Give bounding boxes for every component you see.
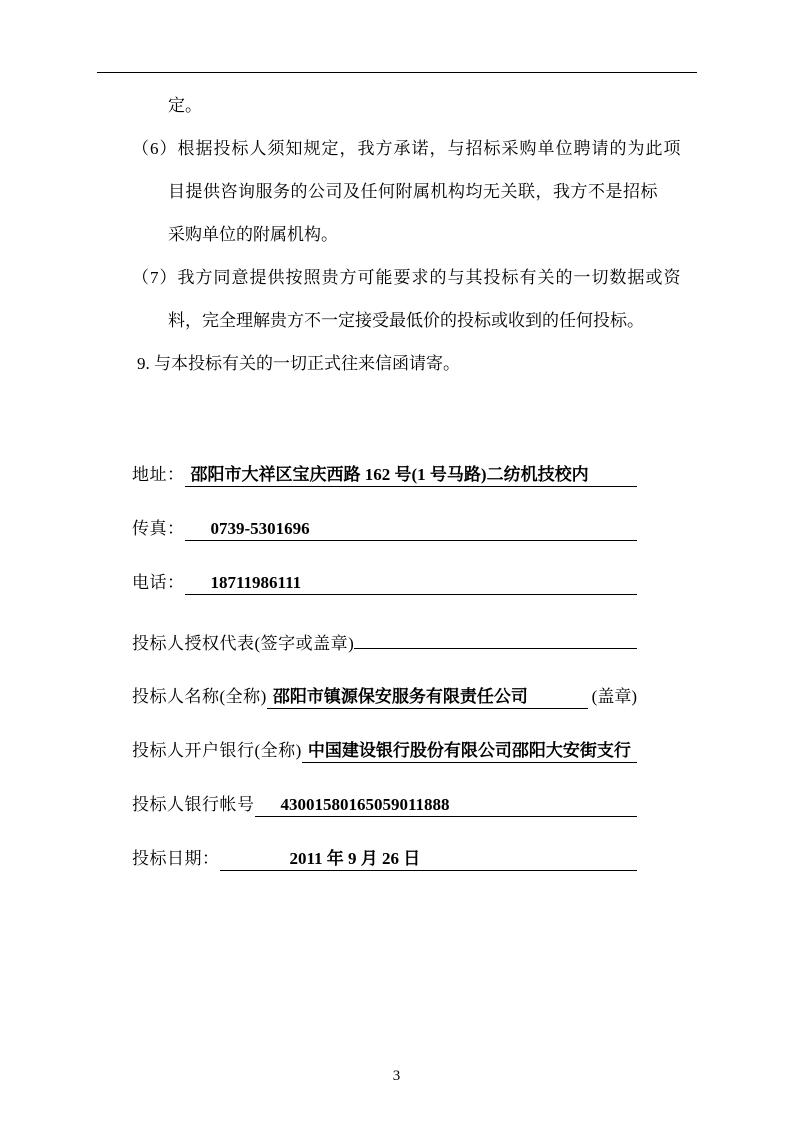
seal-suffix: (盖章) xyxy=(591,687,637,706)
bidder-name-value: 邵阳市镇源保安服务有限责任公司 xyxy=(267,686,588,709)
authorized-rep-value-blank xyxy=(354,626,637,649)
paragraph-line: 定。 xyxy=(168,96,202,115)
field-row-phone xyxy=(132,572,637,595)
address-label: 地址： xyxy=(132,465,185,484)
paragraph-line: （6）根据投标人须知规定，我方承诺，与招标采购单位聘请的为此项 xyxy=(132,139,682,158)
date-value: 2011 年 9 月 26 日 xyxy=(220,848,638,871)
fax-value: 0739-5301696 xyxy=(185,518,638,541)
account-label: 投标人银行帐号 xyxy=(132,795,255,814)
fax-label: 传真： xyxy=(132,519,185,538)
paragraph-line: 采购单位的附属机构。 xyxy=(168,225,338,244)
header-rule xyxy=(97,72,697,73)
bank-value: 中国建设银行股份有限公司邵阳大安街支行 xyxy=(302,740,637,763)
field-row-date xyxy=(132,848,637,871)
field-row-address xyxy=(132,464,637,487)
address-value: 邵阳市大祥区宝庆西路 162 号(1 号马路)二纺机技校内 xyxy=(185,464,638,487)
paragraph-line: （7）我方同意提供按照贵方可能要求的与其投标有关的一切数据或资 xyxy=(132,268,682,287)
account-value: 43001580165059011888 xyxy=(255,794,638,817)
field-row-bank xyxy=(132,740,637,763)
date-label: 投标日期： xyxy=(132,849,220,868)
phone-label: 电话： xyxy=(132,573,185,592)
field-row-bidder-name xyxy=(132,686,637,709)
field-row-fax xyxy=(132,518,637,541)
paragraph-line: 料，完全理解贵方不一定接受最低价的投标或收到的任何投标。 xyxy=(168,311,644,330)
phone-value: 18711986111 xyxy=(185,572,638,595)
bidder-name-label: 投标人名称(全称) xyxy=(132,687,267,706)
authorized-rep-label: 投标人授权代表(签字或盖章) xyxy=(132,634,355,653)
field-row-authorized-rep xyxy=(132,626,637,655)
document-body xyxy=(132,84,698,385)
form-fields xyxy=(132,464,637,902)
paragraph-line: 目提供咨询服务的公司及任何附属机构均无关联，我方不是招标 xyxy=(168,182,658,201)
page-number: 3 xyxy=(392,1068,401,1084)
paragraph-line: 9. 与本投标有关的一切正式往来信函请寄。 xyxy=(137,354,460,373)
bank-label: 投标人开户银行(全称) xyxy=(132,741,302,760)
field-row-account xyxy=(132,794,637,817)
